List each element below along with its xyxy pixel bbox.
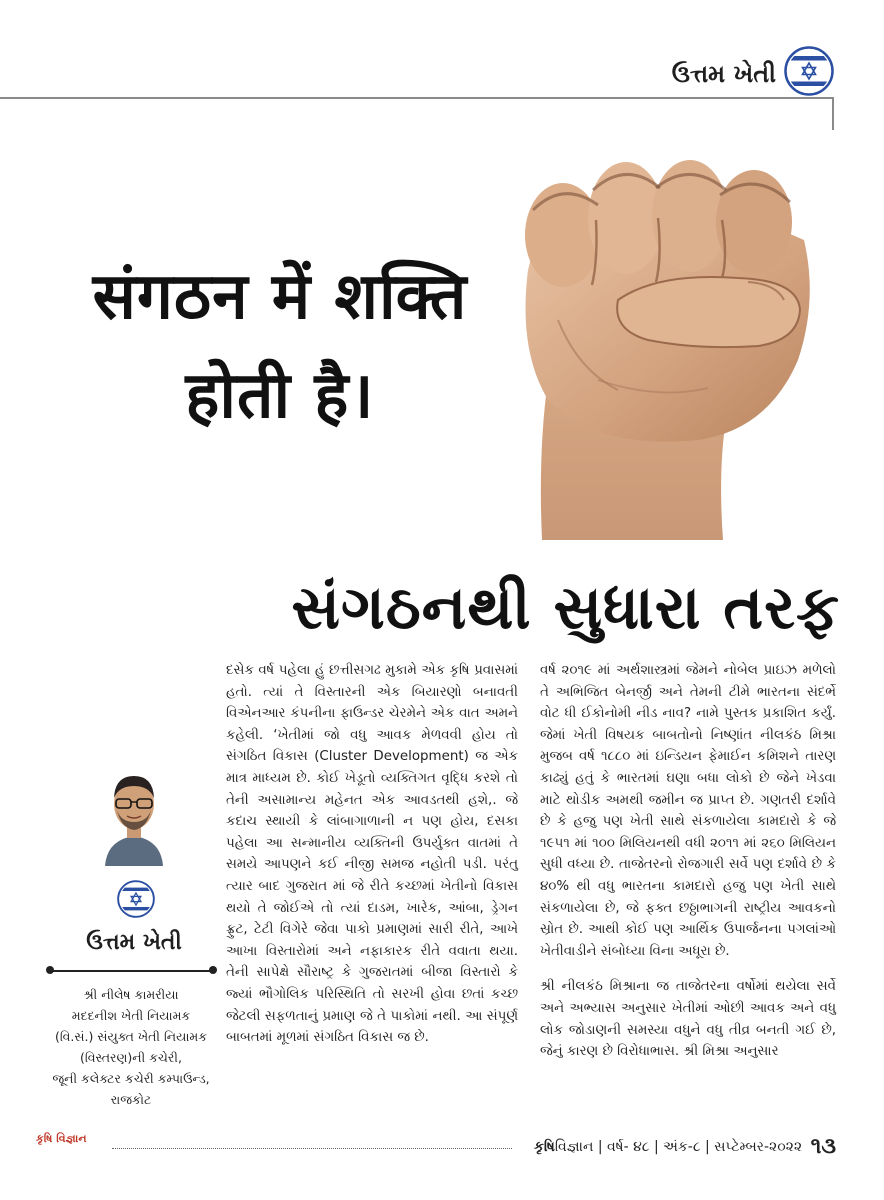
divider: [50, 970, 213, 972]
footer-magazine-rest: વિજ્ઞાન: [554, 1139, 594, 1155]
footer-year: વર્ષ- ૪૮: [607, 1139, 650, 1155]
footer-separator: |: [597, 1139, 603, 1155]
author-office-line1: (વિ.સં.) સંયુક્ત ખેતી નિયામક: [54, 1029, 208, 1044]
footer-month: સપ્ટેમ્બર-૨૦૨૨: [714, 1139, 803, 1155]
paragraph: દસેક વર્ષ પહેલા હું છત્તીસગઢ મુકામે એક કૃષિ પ્રવાસમાં હતો. ત્યાં તે વિસ્તારની એક બિયારણો બનાવતી વિએનઆર કંપનીના ફાઉન્ડર ચેરમેને એક વાત અમને કહેલી. ‘ખેતીમાં જો વધુ આવક મેળવવી હોય તો સંગઠિત વિકાસ (Cluster Development) જ એક માત્ર માધ્યમ છે. કોઈ ખેડૂતો વ્યક્તિગત વૃદ્ધિ કરશે તો તેની અસામાન્ય મહેનત એક આવડતથી હશે,. જે કદાચ સ્થાયી કે લાંબાગાળાની ન પણ હોય, દસકા પહેલા આ સન્માનીય વ્યક્તિની ઉપર્યુક્ત વાતમાં તે સમયે આપણને કઈ નીજી સમજ નહોતી પડી. પરંતુ ત્યાર બાદ ગુજરાત માં જે રીતે કચ્છમાં ખેતીનો વિકાસ થયો તે જોઈએ તો ત્યાં દાડમ, ખારેક, આંબા, ડ્રેગન ફ્રુટ, ટેટી વિગેરે જેવા પાકો પ્રમાણમાં સારી રીતે, આખે આખા વિસ્તારોમાં અને નફાકારક રીતે વવાતા થયા. તેની સાપેક્ષે સૌરાષ્ટ્ર કે ગુજરાતમાં બીજા વિસ્તારો કે જ્યાં ભૌગોલિક પરિસ્થિતિ તો સરખી હોવા છતાં કચ્છ જેટલી સફળતાનું પ્રમાણ જે તે પાકોમાં નથી. આ સંપૂર્ણ બાબતમાં મૂળમાં સંગઠિત વિકાસ જ છે.: [226, 663, 518, 1046]
israel-flag-icon: [117, 880, 155, 922]
footer-magazine: કૃષિ: [533, 1139, 555, 1155]
header-rule-vertical: [832, 97, 834, 130]
author-photo: [103, 770, 165, 870]
footer-separator: |: [653, 1139, 659, 1155]
page-number: ૧૩: [810, 1134, 836, 1159]
author-designation: મદદનીશ ખેતી નિયામક: [71, 1008, 191, 1023]
divider-dot: [46, 966, 54, 974]
hindi-headline-line1: संगठन में शक्ति: [92, 260, 468, 334]
author-office-line2: (વિસ્તરણ)ની કચેરી,: [80, 1050, 182, 1065]
divider-dot: [209, 966, 217, 974]
header-rule: [0, 97, 834, 99]
footer-dotted-rule: [112, 1148, 512, 1149]
article-title: સંગઠનથી સુધારા તરફ: [291, 573, 840, 643]
footer-info: [534, 1134, 836, 1159]
raised-fist-illustration: [508, 150, 828, 544]
footer-logo: કૃષિ વિજ્ઞાન: [36, 1132, 87, 1145]
paragraph: વર્ષ ૨૦૧૯ માં અર્થશાસ્ત્રમાં જેમને નોબેલ પ્રાઇઝ મળેલો તે અભિજિત બેનર્જી અને તેમની ટીમે ભારતના સંદર્ભે વોટ ધી ઈકોનોમી નીડ નાવ? નામે પુસ્તક પ્રકાશિત કર્યું. જેમાં ખેતી વિષયક બાબતોનો નિષ્ણાંત નીલકંઠ મિશ્રા મુજબ વર્ષ ૧૮૮૦ માં ઇન્ડિયન ફેમાઈન કમિશને તારણ કાઢ્યું હતું કે ભારતમાં ઘણા બધા લોકો છે જેને ખેડવા માટે થોડીક અમથી જમીન જ પ્રાપ્ત છે. ગણતરી દર્શાવે છે કે હજુ પણ ખેતી સાથે સંકળાયેલા કામદારો કે જે ૧૯૫૧ માં ૧૦૦ મિલિયનથી વધી ૨૦૧૧ માં ૨૬૦ મિલિયન સુધી વધ્યા છે. તાજેતરનો રોજગારી સર્વે પણ દર્શાવે છે કે ૪૦% થી વધુ ભારતના કામદારો હજુ પણ ખેતી સાથે સંકળાયેલા છે, જે ફક્ત છઠ્ઠાભાગની રાષ્ટ્રીય આવકનો સ્રોત છે. આથી કોઈ પણ આર્થિક ઉપાર્જનના પગલાંઓ ખેતીવાડીને સંબોધ્યા વિના અધૂરા છે.: [540, 663, 836, 959]
article-column-2: [540, 660, 836, 1077]
hindi-headline: [50, 248, 510, 446]
author-info: [46, 984, 216, 1110]
footer-separator: |: [704, 1139, 710, 1155]
israel-flag-icon: [784, 46, 834, 100]
author-brand: ઉત્તમ ખેતી: [86, 930, 182, 955]
footer-issue: અંક-૮: [663, 1139, 701, 1155]
article-column-1: [226, 660, 518, 1063]
section-title: ઉત્તમ ખેતી: [671, 60, 776, 88]
paragraph: શ્રી નીલકંઠ મિશ્રાના જ તાજેતરના વર્ષોમાં થયેલા સર્વે અને અભ્યાસ અનુસાર ખેતીમાં ઓછી આવક અને વધુ લોક જોડાણની સમસ્યા વધુને વધુ તીવ્ર બનતી ગઈ છે, જેનું કારણ છે વિરોધાભાસ. શ્રી મિશ્રા અનુસાર: [540, 979, 836, 1060]
hindi-headline-line2: होती है।: [185, 359, 375, 434]
author-name: શ્રી નીલેષ કામરીયા: [83, 987, 179, 1002]
author-address-line2: રાજકોટ: [110, 1092, 152, 1107]
author-address-line1: જૂની કલેક્ટર કચેરી કમ્પાઉન્ડ,: [52, 1071, 210, 1086]
